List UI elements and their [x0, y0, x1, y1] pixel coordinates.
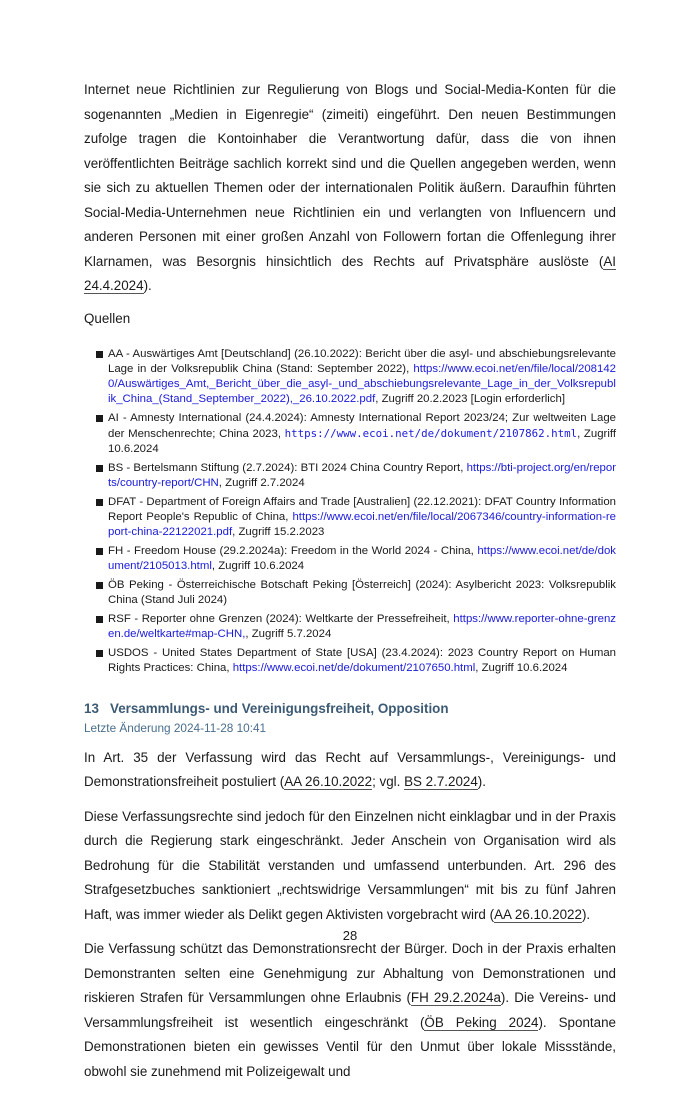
source-item: AA - Auswärtiges Amt [Deutschland] (26.10.2022): Bericht über die asyl- und abschiebungsrelevante Lage in der Volksrepublik China (Stand: September 2022), https://www.ecoi.net/en/file/local/2081420/Auswärtiges_Amt,_Bericht_über_die_asyl-_und_abschiebungsrelevante_Lage_in_der_Volksrepublik_China_(Stand_September_2022),_26.10.2022.pdf, Zugriff 20.2.2023 [Login erforderlich]: [96, 347, 616, 407]
citation-link-aa[interactable]: AA 26.10.2022: [494, 906, 582, 922]
source-item: USDOS - United States Department of State [USA] (23.4.2024): 2023 Country Report on Human Rights Practices: China, https://www.ecoi.net/de/dokument/2107650.html, Zugriff 10.6.2024: [96, 646, 616, 676]
last-modified: Letzte Änderung 2024-11-28 10:41: [84, 720, 267, 735]
paragraph-3: Die Verfassung schützt das Demonstrationsrecht der Bürger. Doch in der Praxis erhalten Demonstranten selten eine Genehmigung zur Abhaltung von Demonstrationen und riskieren Strafen für Versammlungen ohne Erlaubnis (FH 29.2.2024a). Die Vereins- und Versammlungsfreiheit ist wesentlich eingeschränkt (ÖB Peking 2024). Spontane Demonstrationen bieten ein gewisses Ventil für den Unmut über lokale Missstände, obwohl sie zunehmend mit Polizeigewalt und: [84, 941, 616, 1079]
citation-link-ob-peking[interactable]: ÖB Peking 2024: [424, 1014, 539, 1030]
source-url-link[interactable]: https://bti-project.org/en/reports/country-report/CHN: [108, 461, 616, 489]
source-item: BS - Bertelsmann Stiftung (2.7.2024): BTI 2024 China Country Report, https://bti-project.org/en/reports/country-report/CHN, Zugriff 2.7.2024: [96, 461, 616, 491]
source-item: AI - Amnesty International (24.4.2024): Amnesty International Report 2023/24; Zur weltweiten Lage der Menschenrechte; China 2023, https://www.ecoi.net/de/dokument/2107862.html, Zugriff 10.6.2024: [96, 411, 616, 457]
citation-link-aa[interactable]: AA 26.10.2022: [284, 774, 373, 789]
bullet-square-icon: [96, 415, 103, 422]
bullet-square-icon: [96, 650, 103, 657]
source-url-link[interactable]: https://www.ecoi.net/en/file/local/2067346/country-information-report-china-22122021.pdf: [108, 510, 616, 538]
source-item: DFAT - Department of Foreign Affairs and Trade [Australien] (22.12.2021): DFAT Country Information Report People's Republic of China, https://www.ecoi.net/en/file/local/2067346/country-information-report-china-22122021.pdf, Zugriff 15.2.2023: [96, 495, 616, 540]
sources-list: [84, 347, 616, 676]
page-number: 28: [342, 928, 358, 943]
citation-link-ai[interactable]: AI 24.4.2024: [84, 253, 616, 293]
section-title-text: Versammlungs- und Vereinigungsfreiheit, Opposition: [110, 700, 449, 716]
bullet-square-icon: [96, 582, 103, 589]
section-number: 13: [84, 700, 99, 716]
paragraph-2: Diese Verfassungsrechte sind jedoch für den Einzelnen nicht einklagbar und in der Praxis durch die Regierung stark eingeschränkt. Jeder Anschein von Organisation wird als Bedrohung für die Stabilität verstanden und umfassend unterbunden. Art. 296 des Strafgesetzbuches sanktioniert „rechtswidrige Versammlungen“ mit bis zu fünf Jahren Haft, was immer wieder als Delikt gegen Aktivisten vorgebracht wird (AA 26.10.2022).: [84, 808, 616, 922]
source-url-link[interactable]: https://www.ecoi.net/de/dokument/2105013.html: [108, 544, 616, 572]
bullet-square-icon: [96, 465, 103, 472]
bullet-square-icon: [96, 616, 103, 623]
source-url-link[interactable]: https://www.ecoi.net/en/file/local/2081420/Auswärtiges_Amt,_Bericht_über_die_asyl-_und_abschiebungsrelevante_Lage_in_der_Volksrepublik_China_(Stand_September_2022),_26.10.2022.pdf: [108, 362, 616, 405]
source-item: ÖB Peking - Österreichische Botschaft Peking [Österreich] (2024): Asylbericht 2023: Volksrepublik China (Stand Juli 2024): [96, 578, 616, 608]
bullet-square-icon: [96, 499, 103, 506]
source-item: FH - Freedom House (29.2.2024a): Freedom in the World 2024 - China, https://www.ecoi.net/de/dokument/2105013.html, Zugriff 10.6.2024: [96, 544, 616, 574]
paragraph-1: In Art. 35 der Verfassung wird das Recht auf Versammlungs-, Vereinigungs- und Demonstrationsfreiheit postuliert (AA 26.10.2022; vgl. BS 2.7.2024).: [84, 749, 616, 789]
section-header: [84, 700, 616, 736]
bullet-square-icon: [96, 351, 103, 358]
citation-link-bs[interactable]: BS 2.7.2024: [404, 774, 478, 789]
citation-link-fh[interactable]: FH 29.2.2024a: [410, 990, 501, 1005]
source-url-link[interactable]: https://www.reporter-ohne-grenzen.de/weltkarte#map-CHN,: [108, 612, 616, 640]
bullet-square-icon: [96, 548, 103, 555]
section-title: [84, 700, 616, 718]
source-item: RSF - Reporter ohne Grenzen (2024): Weltkarte der Pressefreiheit, https://www.reporter-ohne-grenzen.de/weltkarte#map-CHN,, Zugriff 5.7.2024: [96, 612, 616, 642]
source-url-link[interactable]: https://www.ecoi.net/de/dokument/2107862.html: [284, 426, 578, 440]
intro-paragraph: Internet neue Richtlinien zur Regulierung von Blogs und Social-Media-Konten für die sogenannten „Medien in Eigenregie“ (zimeiti) eingeführt. Den neuen Bestimmungen zufolge tragen die Kontoinhaber die Verantwortung dafür, dass die von ihnen veröffentlichten Beiträge sachlich korrekt sind und die Quellen angegeben werden, wenn sie sich zu aktuellen Themen oder der internationalen Politik äußern. Daraufhin führten Social-Media-Unternehmen neue Richtlinien ein und verlangten von Influencern und anderen Personen mit einer großen Anzahl von Followern fortan die Offenlegung ihrer Klarnamen, was Besorgnis hinsichtlich des Rechts auf Privatsphäre auslöste (AI 24.4.2024).: [84, 82, 616, 293]
sources-label: Quellen: [84, 310, 131, 326]
source-url-link[interactable]: https://www.ecoi.net/de/dokument/2107650.html: [232, 661, 476, 674]
